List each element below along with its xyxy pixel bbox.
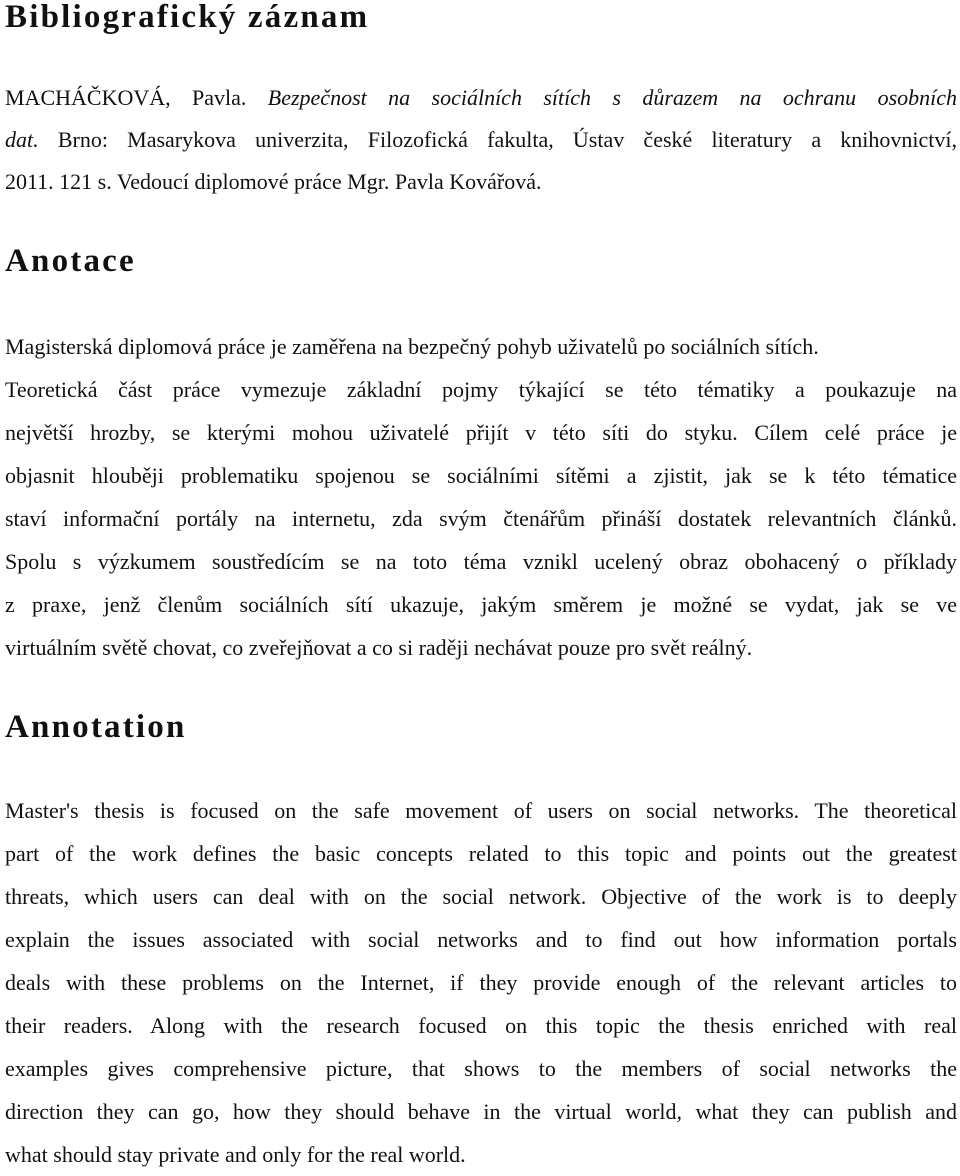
annotation-line: their readers. Along with the research focused on this topic the thesis enriched with real [5, 1013, 957, 1038]
heading-anotace: Anotace [5, 243, 136, 279]
bib-line-1 [5, 77, 957, 119]
anotace-line: Spolu s výzkumem soustředícím se na toto téma vznikl ucelený obraz obohacený o příklady [5, 549, 957, 574]
heading-annotation: Annotation [5, 709, 187, 745]
heading-bibliographic-record: Bibliografický záznam [5, 0, 370, 35]
annotation-paragraph [5, 789, 957, 1176]
annotation-line: examples gives comprehensive picture, that shows to the members of social networks the [5, 1056, 957, 1081]
anotace-line: z praxe, jenž členům sociálních sítí ukazuje, jakým směrem je možné se vydat, jak se ve [5, 592, 957, 617]
bib-author: MACHÁČKOVÁ, Pavla. [5, 85, 247, 110]
anotace-line: virtuálním světě chovat, co zveřejňovat a co si raději nechávat pouze pro svět reálný. [5, 635, 753, 660]
anotace-paragraph [5, 325, 957, 669]
anotace-line: staví informační portály na internetu, zda svým čtenářům přináší dostatek relevantních článků. [5, 506, 957, 531]
bib-title-part1: Bezpečnost na sociálních sítích s důrazem na ochranu osobních [267, 85, 958, 110]
annotation-line: deals with these problems on the Internet, if they provide enough of the relevant articles to [5, 970, 957, 995]
bib-line-2 [5, 119, 957, 161]
anotace-line: Magisterská diplomová práce je zaměřena na bezpečný pohyb uživatelů po sociálních sítích. [5, 334, 819, 359]
bibliographic-record [5, 77, 957, 203]
annotation-line: what should stay private and only for the real world. [5, 1142, 466, 1167]
annotation-line: direction they can go, how they should behave in the virtual world, what they can publish and [5, 1099, 957, 1124]
bib-line-3: 2011. 121 s. Vedoucí diplomové práce Mgr. Pavla Kovářová. [5, 169, 542, 194]
bib-title-part2: dat. [5, 127, 39, 152]
anotace-line: objasnit hlouběji problematiku spojenou se sociálními sítěmi a zjistit, jak se k této tématice [5, 463, 957, 488]
anotace-line: Teoretická část práce vymezuje základní pojmy týkající se této tématiky a poukazuje na [5, 377, 957, 402]
bib-publisher: Brno: Masarykova univerzita, Filozofická fakulta, Ústav české literatury a knihovnictví, [57, 127, 957, 152]
annotation-line: explain the issues associated with social networks and to find out how information portals [5, 927, 957, 952]
annotation-line: threats, which users can deal with on the social network. Objective of the work is to deeply [5, 884, 957, 909]
annotation-line: Master's thesis is focused on the safe movement of users on social networks. The theoretical [5, 798, 957, 823]
annotation-line: part of the work defines the basic concepts related to this topic and points out the greatest [5, 841, 957, 866]
anotace-line: největší hrozby, se kterými mohou uživatelé přijít v této síti do styku. Cílem celé práce je [5, 420, 957, 445]
